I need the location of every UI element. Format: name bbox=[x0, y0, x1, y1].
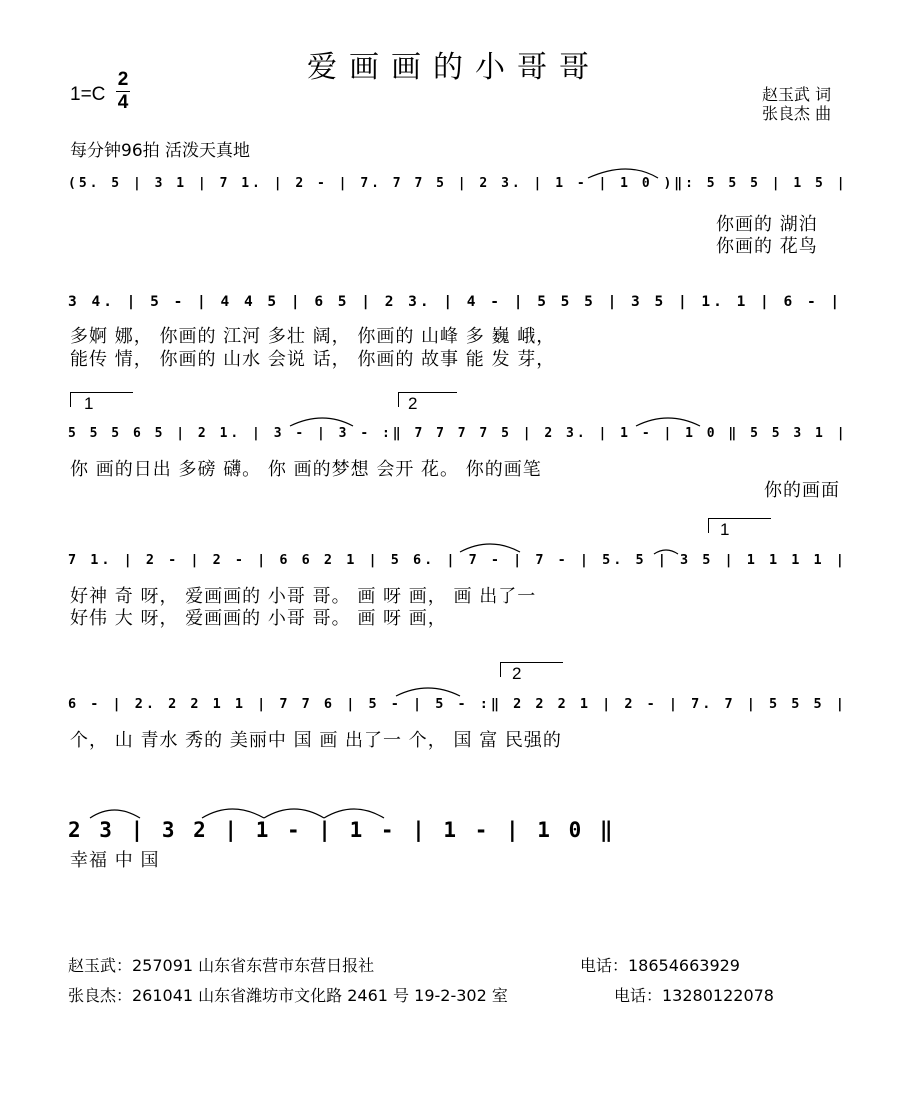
lyric-line-6-verse-1: 幸福 中 国 bbox=[70, 850, 160, 871]
meter-top: 2 bbox=[117, 69, 129, 90]
lyric-line-4-verse-1: 好神 奇 呀， 爱画画的 小哥 哥。 画 呀 画， 画 出了一 bbox=[70, 586, 537, 607]
meter-bottom: 4 bbox=[117, 92, 129, 113]
contact-zhang-address: 张良杰：261041 山东省潍坊市文化路 2461 号 19-2-302 室 bbox=[68, 986, 508, 1005]
lyric-line-2-verse-1: 多婀 娜， 你画的 江河 多壮 阔， 你画的 山峰 多 巍 峨， bbox=[70, 326, 556, 347]
lyric-line-4-verse-2: 好伟 大 呀， 爱画画的 小哥 哥。 画 呀 画， bbox=[70, 608, 447, 629]
composer-credit: 张良杰 曲 bbox=[762, 104, 832, 123]
lyric-line-2-verse-2: 能传 情， 你画的 山水 会说 话， 你画的 故事 能 发 芽， bbox=[70, 349, 556, 370]
score-line-4 bbox=[68, 544, 858, 584]
slurs-line-1 bbox=[68, 168, 858, 208]
score-line-3 bbox=[68, 418, 858, 458]
volta-number-1b: 1 bbox=[720, 520, 730, 539]
contact-zhao-address: 赵玉武：257091 山东省东营市东营日报社 bbox=[68, 956, 375, 975]
score-line-5 bbox=[68, 688, 858, 728]
contact-zhao-phone: 电话：18654663929 bbox=[580, 956, 740, 975]
notes-line-2: 3 4. | 5 - | 4 4 5 | 6 5 | 2 3. | 4 - | 5 5 5 | 3 5 | 1. 1 | 6 - | bbox=[68, 294, 843, 310]
volta-number-1: 1 bbox=[84, 394, 94, 413]
volta-bracket-1 bbox=[70, 392, 133, 407]
slurs-line-4 bbox=[68, 544, 858, 584]
slurs-line-5 bbox=[68, 688, 858, 728]
score-line-2 bbox=[68, 286, 858, 326]
notes-line-5: 6 - | 2. 2 2 1 1 | 7 7 6 | 5 - | 5 - :‖ 2 2 2 1 | 2 - | 7. 7 | 5 5 5 | bbox=[68, 696, 847, 712]
lyricist-credit: 赵玉武 词 bbox=[762, 85, 832, 104]
lyric-line-1-verse-1: 你画的 湖泊 bbox=[716, 214, 818, 235]
contact-zhao bbox=[68, 953, 740, 976]
volta-bracket-2b bbox=[500, 662, 563, 677]
song-title: 爱画画的小哥哥 bbox=[307, 50, 601, 85]
volta-bracket-2 bbox=[398, 392, 457, 407]
volta-number-2: 2 bbox=[408, 394, 418, 413]
volta-bracket-1b bbox=[708, 518, 771, 533]
tempo-marking: 每分钟96拍 活泼天真地 bbox=[70, 141, 251, 161]
slurs-line-3 bbox=[68, 418, 858, 458]
lyric-line-3-verse-1: 你 画的日出 多磅 礴。 你 画的梦想 会开 花。 你的画笔 bbox=[70, 459, 542, 480]
notes-line-6: 2 3 | 3 2 | 1 - | 1 - | 1 - | 1 0 ‖ bbox=[68, 818, 616, 842]
lyric-line-1-verse-2: 你画的 花鸟 bbox=[716, 236, 818, 257]
volta-number-2b: 2 bbox=[512, 664, 522, 683]
score-line-6 bbox=[68, 810, 858, 850]
contact-zhang bbox=[68, 983, 774, 1006]
contact-zhang-phone: 电话：13280122078 bbox=[614, 986, 774, 1005]
lyric-line-5-verse-1: 个， 山 青水 秀的 美丽中 国 画 出了一 个， 国 富 民强的 bbox=[70, 730, 562, 751]
lyric-line-3-verse-2: 你的画面 bbox=[764, 480, 840, 501]
time-signature bbox=[116, 70, 130, 113]
score-line-1 bbox=[68, 168, 858, 208]
slurs-line-6 bbox=[68, 810, 858, 850]
notes-line-3: 5 5 5 6 5 | 2 1. | 3 - | 3 - :‖ 7 7 7 7 5 | 2 3. | 1 - | 1 0 ‖ 5 5 3 1 | bbox=[68, 426, 848, 441]
notes-line-4: 7 1. | 2 - | 2 - | 6 6 2 1 | 5 6. | 7 - | 7 - | 5. 5 | 3 5 | 1 1 1 1 | bbox=[68, 552, 847, 568]
key-signature: 1=C bbox=[70, 84, 106, 105]
notes-line-1: (5. 5 | 3 1 | 7 1. | 2 - | 7. 7 7 5 | 2 3. | 1 - | 1 0 )‖: 5 5 5 | 1 5 | bbox=[68, 176, 848, 191]
